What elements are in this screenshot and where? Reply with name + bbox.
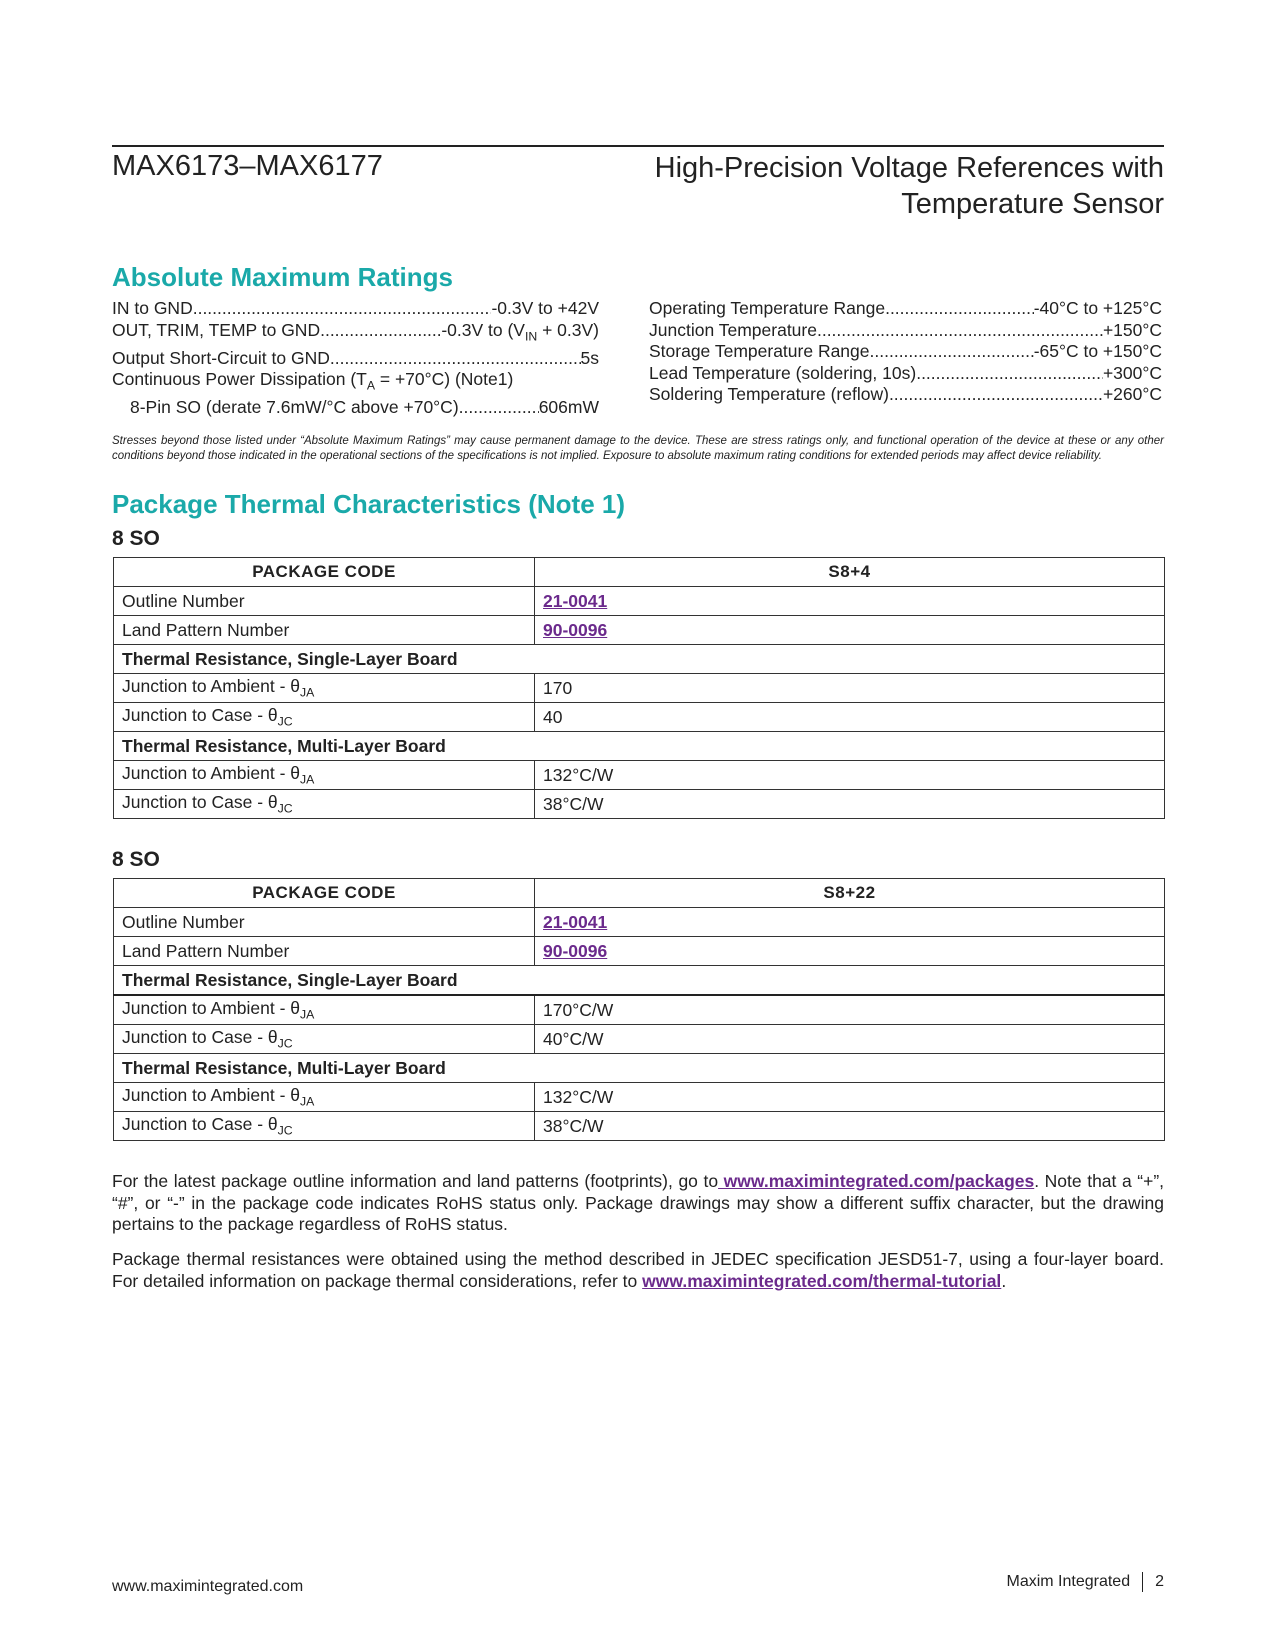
page-number: 2 [1155, 1573, 1164, 1591]
outline-link[interactable]: 21-0041 [543, 590, 608, 611]
table-row: Thermal Resistance, Single-Layer Board [114, 645, 1165, 674]
thermal-table [113, 878, 1165, 1141]
table-row: Junction to Case - $\theta_{JC}$ 40°C/W [114, 1025, 1165, 1054]
document-title [655, 150, 1164, 222]
table-row: PACKAGE CODE S8+4 [114, 558, 1165, 587]
table-row: Junction to Case - $\theta_{JC}$ 38°C/W [114, 790, 1165, 819]
amr-right-column [649, 298, 1162, 406]
stress-note: Stresses beyond those listed under “Absolute Maximum Ratings” may cause permanent damage to the device. These are stress ratings only, and functional operation of the device at these or any other conditions beyond those indicated in the operational sections of the specifications is not implied. Exposure to absolute maximum rating conditions for extended periods may affect device reliability. [112, 435, 1164, 462]
footer-page-info [1006, 1572, 1164, 1592]
package-info-paragraph: For the latest package outline information and land patterns (footprints), go to www.maximintegrated.com/packages. Note that a “+”, “#”, or “-” in the package code indicates RoHS status only. Package drawings may show a different suffix character, but the drawing pertains to the package regardless of RoHS status. [112, 1171, 1165, 1234]
footer-company: Maxim Integrated [1006, 1573, 1131, 1591]
thermal-table [113, 557, 1165, 819]
footer-url: www.maximintegrated.com [112, 1578, 304, 1595]
table-row: Junction to Case - $\theta_{JC}$ 40 [114, 703, 1165, 732]
table-row: Land Pattern Number 90-0096 [114, 616, 1165, 645]
table-row: Outline Number 21-0041 [114, 908, 1165, 937]
amr-row: 8-Pin SO (derate 7.6mW/°C above +70°C) ..... 606mW [112, 397, 599, 419]
table-row: Land Pattern Number 90-0096 [114, 937, 1165, 966]
package-label: 8 SO [112, 527, 160, 550]
title-line-2: Temperature Sensor [901, 188, 1164, 220]
land-pattern-link[interactable]: 90-0096 [543, 619, 608, 640]
amr-row: Continuous Power Dissipation $(T_A = +70^\circ C)$ (Note1) [112, 369, 514, 393]
amr-row: OUT, TRIM, TEMP to GND ..... -0.3V to $(V_{IN} + 0.3V)$ [112, 320, 599, 348]
amr-row: Lead Temperature (soldering, 10s) ..... +300°C [649, 363, 1162, 385]
amr-row: Junction Temperature ..... +150°C [649, 320, 1162, 342]
land-pattern-link[interactable]: 90-0096 [543, 940, 608, 961]
table-row: Outline Number 21-0041 [114, 587, 1165, 616]
footer-separator [1142, 1572, 1143, 1592]
title-line-1: High-Precision Voltage References with [654, 152, 1164, 184]
table-row: Thermal Resistance, Multi-Layer Board [114, 1054, 1165, 1083]
table-row: Junction to Ambient - $\theta_{JA}$ 170°C/W [114, 995, 1165, 1025]
table-row: Thermal Resistance, Single-Layer Board [114, 966, 1165, 996]
outline-link[interactable]: 21-0041 [543, 911, 608, 932]
amr-heading: Absolute Maximum Ratings [112, 262, 453, 292]
amr-row: Soldering Temperature (reflow) ..... +260°C [649, 384, 1162, 406]
header-rule [112, 145, 1164, 147]
amr-row: IN to GND ..... -0.3V to +42V [112, 298, 599, 320]
table-row: PACKAGE CODE S8+22 [114, 879, 1165, 908]
package-label: 8 SO [112, 848, 160, 871]
part-number: MAX6173–MAX6177 [112, 150, 383, 182]
packages-link[interactable]: www.maximintegrated.com/packages [718, 1171, 1035, 1191]
amr-row: Storage Temperature Range ..... -65°C to +150°C [649, 341, 1162, 363]
table-row: Junction to Ambient - $\theta_{JA}$ 132°C/W [114, 1083, 1165, 1112]
table-row: Thermal Resistance, Multi-Layer Board [114, 732, 1165, 761]
amr-left-column [112, 298, 599, 419]
table-row: Junction to Ambient - $\theta_{JA}$ 170 [114, 674, 1165, 703]
table-row: Junction to Case - $\theta_{JC}$ 38°C/W [114, 1112, 1165, 1141]
amr-row: Output Short-Circuit to GND ..... 5s [112, 348, 599, 370]
thermal-info-paragraph: Package thermal resistances were obtained using the method described in JEDEC specification JESD51-7, using a four-layer board. For detailed information on package thermal considerations, refer to www.maximintegrated.com/thermal-tutorial. [112, 1249, 1164, 1291]
table-row: Junction to Ambient - $\theta_{JA}$ 132°C/W [114, 761, 1165, 790]
thermal-tutorial-link[interactable]: www.maximintegrated.com/thermal-tutorial [642, 1270, 1002, 1291]
thermal-heading: Package Thermal Characteristics (Note 1) [112, 489, 625, 519]
amr-row: Operating Temperature Range ..... -40°C to +125°C [649, 298, 1162, 320]
